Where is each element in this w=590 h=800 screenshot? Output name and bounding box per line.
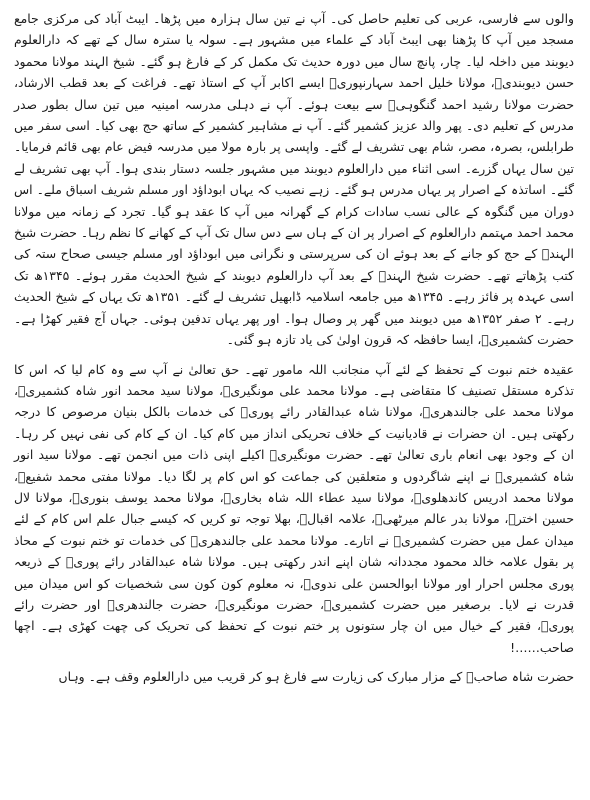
- paragraph-khatm-e-nabuwwat: عقیدہ ختم نبوت کے تحفظ کے لئے آپ منجانب اللہ مامور تھے۔ حق تعالیٰ نے آپ سے وہ کام لیا کہ اس کا تذکرہ مستقل تصنیف کا متقاضی ہے۔ مولانا محمد علی مونگیریؒ، مولانا سید محمد انور شاہ کشمیریؒ، مولانا محمد علی جالندھریؒ، مولانا شاہ عبدالقادر رائے پوریؒ کی خدمات بالکل بنیان مرصوص کا درجہ رکھتی ہیں۔ ان حضرات نے قادیانیت کے خلاف تحریکی انداز میں کام کیا۔ ان کے کام کی نفی نہیں کر رہا۔ ان کے وجود بھی انعام باری تعالیٰ تھے۔ حضرت مونگیریؒ اکیلے اپنی ذات میں انجمن تھے۔ مولانا سید انور شاہ کشمیریؒ نے اپنے شاگردوں و متعلقین کی جماعت کو اس کام پر لگا دیا۔ مولانا مفتی محمد شفیعؒ، مولانا محمد ادریس کاندھلویؒ، مولانا سید عطاء اللہ شاہ بخاریؒ، مولانا محمد یوسف بنوریؒ، مولانا لال حسین اخترؒ، مولانا بدر عالم میرٹھیؒ، علامہ اقبالؒ، بھلا توجہ تو کریں کہ کیسے جبال علم اس کام کے لئے میدان عمل میں حضرت کشمیریؒ نے اتارے۔ مولانا محمد علی جالندھریؒ کی خدمات تو ختم نبوت کے محاذ پر بقول علامہ خالد محمود مجددانہ شان اپنے اندر رکھتی ہیں۔ مولانا شاہ عبدالقادر رائے پوریؒ کے ذریعہ پوری مجلس احرار اور مولانا ابوالحسن علی ندویؒ، نہ معلوم کون کون سی شخصیات کو اس میدان میں قدرت نے لایا۔ برصغیر میں حضرت کشمیریؒ، حضرت مونگیریؒ، حضرت جالندھریؒ اور حضرت رائے پوریؒ، فقیر کے خیال میں ان چار ستونوں پر ختم نبوت کے تحفظ کی تحریک کی چھت کھڑی ہے۔ اچھا صاحب……!: [14, 361, 574, 655]
- paragraph-gap: [14, 351, 574, 359]
- paragraph-gap: [14, 658, 574, 666]
- paragraph-biography: والوں سے فارسی، عربی کی تعلیم حاصل کی۔ آپ نے تین سال ہزارہ میں پڑھا۔ ایبٹ آباد کی مرکزی جامع مسجد میں آپ کا پڑھنا بھی ایبٹ آباد کے علماء میں مشہور ہے۔ سولہ یا سترہ سال کے تھے کہ دارالعلوم دیوبند میں داخلہ لیا۔ چار، پانچ سال میں دورہ حدیث تک مکمل کر کے فارغ ہو گئے۔ شیخ الہند مولانا محمود حسن دیوبندیؒ، مولانا خلیل احمد سہارنپوریؒ ایسے اکابر آپ کے استاذ تھے۔ فراغت کے بعد قطب الارشاد، حضرت مولانا رشید احمد گنگوہیؒ سے بیعت ہوئے۔ آپ نے دہلی مدرسہ امینیہ میں تین سال بطور صدر مدرس کے تعلیم دی۔ پھر والد عزیز کشمیر گئے۔ آپ نے مشاہیر کشمیر کے ساتھ حج بھی کیا۔ اسی سفر میں طرابلس، بصرہ، مصر، شام بھی تشریف لے گئے۔ واپسی پر بارہ مولا میں مدرسہ فیض عام بھی قائم فرمایا۔ تین سال یہاں گزرے۔ اسی اثناء میں دارالعلوم دیوبند میں مشہور جلسہ دستار بندی ہوا۔ آپ بھی تشریف لے گئے۔ اساتذہ کے اصرار پر یہاں مدرس ہو گئے۔ زہے نصیب کہ یہاں ابوداؤد اور مسلم شریف اسباق ملے۔ اس دوران میں گنگوہ کے عالی نسب سادات کرام کے گھرانہ میں آپ کا عقد ہو گیا۔ تجرد کے زمانہ میں مولانا محمد احمد مہتمم دارالعلوم کے اصرار پر ان کے ہاں سے دس سال تک آپ کے کھانے کا نظم رہا۔ حضرت شیخ الہندؒ کے حج کو جانے کے بعد ہوئے ان کی سرپرستی و نگرانی میں ابوداؤد اور مسلم جیسی صحاح ستہ کی کتب پڑھاتے تھے۔ حضرت شیخ الہندؒ کے بعد آپ دارالعلوم دیوبند کے شیخ الحدیث مقرر ہوئے۔ ۱۳۴۵ھ تک اسی عہدہ پر فائز رہے۔ ۱۳۴۵ھ میں جامعہ اسلامیہ ڈابھیل تشریف لے گئے۔ ۱۳۵۱ھ تک یہاں کے شیخ الحدیث رہے۔ ۲ صفر ۱۳۵۲ھ میں دیوبند میں گھر پر وصال ہوا۔ اور پھر یہاں تدفین ہوئی۔ جہاں آج فقیر کھڑا ہے۔ حضرت کشمیریؒ، ایسا حافظہ کہ قرون اولیٰ کی یاد تازہ ہو گئی۔: [14, 11, 574, 348]
- paragraph-closing: حضرت شاہ صاحبؒ کے مزار مبارک کی زیارت سے فارغ ہو کر قریب میں دارالعلوم وقف ہے۔ وہاں: [58, 669, 574, 685]
